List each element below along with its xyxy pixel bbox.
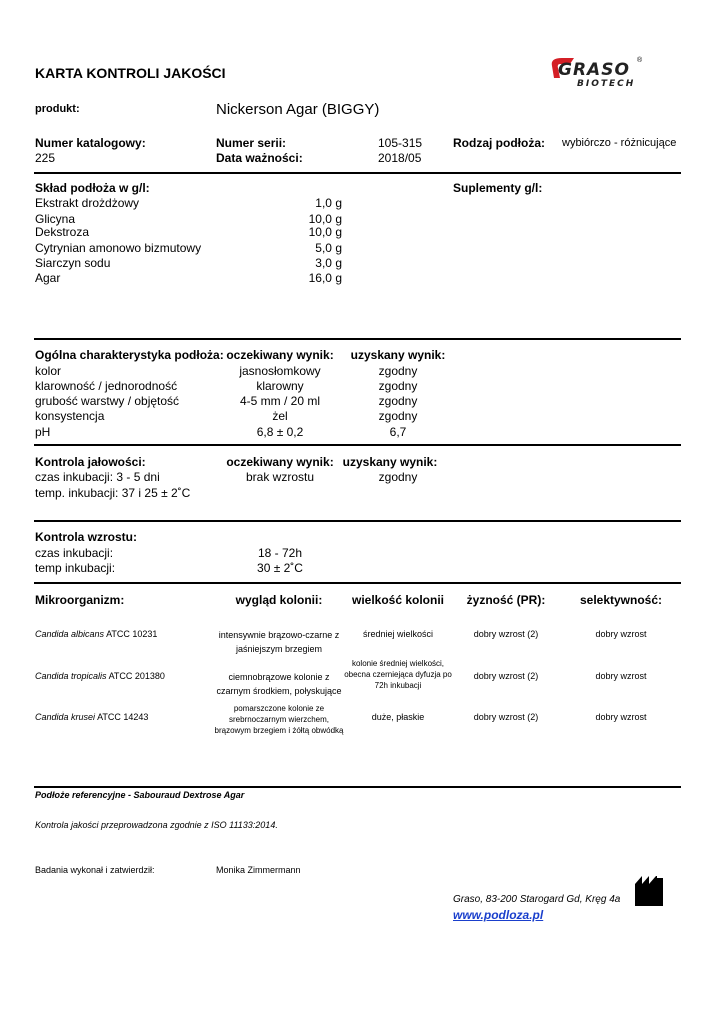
reference-medium: Podłoże referencyjne - Sabouraud Dextrose Agar bbox=[35, 790, 245, 800]
productivity-result: dobry wzrost (2) bbox=[473, 629, 539, 639]
divider bbox=[34, 444, 681, 446]
website-link[interactable]: www.podloza.pl bbox=[453, 908, 544, 922]
ingredient-amount: 10,0 g bbox=[308, 212, 342, 226]
expiry-date-label: Data ważności: bbox=[216, 151, 303, 165]
productivity-result: dobry wzrost (2) bbox=[473, 712, 539, 722]
divider bbox=[34, 520, 681, 522]
obtained-result-header: uzyskany wynik: bbox=[342, 455, 438, 469]
incubation-temp-label: temp inkubacji: bbox=[35, 561, 116, 575]
obtained-value: zgodny bbox=[378, 364, 418, 378]
selectivity-result: dobry wzrost bbox=[595, 671, 647, 681]
logo-subtitle: BIOTECH bbox=[577, 79, 636, 89]
obtained-value: zgodny bbox=[378, 409, 418, 423]
expected-result-header: oczekiwany wynik: bbox=[226, 348, 334, 362]
series-number-value: 105-315 bbox=[378, 136, 423, 150]
logo-brand: GRASO bbox=[558, 60, 630, 80]
strain-id: ATCC 201380 bbox=[108, 671, 165, 681]
growth-control-label: Kontrola wzrostu: bbox=[35, 530, 137, 544]
company-address: Graso, 83-200 Starogard Gd, Kręg 4a bbox=[453, 894, 621, 905]
ingredient-name: Ekstrakt drożdżowy bbox=[35, 196, 140, 210]
iso-compliance-note: Kontrola jakości przeprowadzona zgodnie z ISO 11133:2014. bbox=[35, 820, 278, 830]
product-name: Nickerson Agar (BIGGY) bbox=[216, 101, 380, 118]
catalog-number-label: Numer katalogowy: bbox=[35, 136, 146, 150]
table-row-organism bbox=[35, 671, 165, 681]
ingredient-amount: 5,0 g bbox=[315, 241, 342, 255]
performed-by-name: Monika Zimmermann bbox=[216, 865, 301, 875]
incubation-time-label: czas inkubacji: bbox=[35, 546, 114, 560]
ingredient-name: Siarczyn sodu bbox=[35, 256, 111, 270]
colony-size: średniej wielkości bbox=[362, 629, 434, 639]
parameter-name: konsystencja bbox=[35, 409, 105, 423]
strain-id: ATCC 10231 bbox=[106, 629, 158, 639]
species-name: Candida tropicalis bbox=[35, 671, 107, 681]
colony-appearance: pomarszczone kolonie ze srebrnoczarnym wierzchem, brązowym brzegiem i żółtą obwódką bbox=[214, 704, 344, 735]
divider bbox=[34, 582, 681, 584]
ingredient-amount: 3,0 g bbox=[315, 256, 342, 270]
catalog-number-value: 225 bbox=[35, 151, 56, 165]
expiry-date-value: 2018/05 bbox=[378, 151, 422, 165]
selectivity-result: dobry wzrost bbox=[595, 712, 647, 722]
selectivity-result: dobry wzrost bbox=[595, 629, 647, 639]
column-header-selectivity: selektywność: bbox=[579, 593, 663, 607]
colony-appearance: intensywnie brązowo-czarne z jaśniejszym brzegiem bbox=[218, 630, 340, 654]
obtained-value: 6,7 bbox=[389, 425, 407, 439]
incubation-temp-value: 30 ± 2˚C bbox=[257, 561, 303, 575]
series-number-label: Numer serii: bbox=[216, 136, 287, 150]
medium-type-label: Rodzaj podłoża: bbox=[453, 136, 545, 150]
expected-result-header: oczekiwany wynik: bbox=[226, 455, 334, 469]
species-name: Candida krusei bbox=[35, 712, 96, 722]
colony-appearance: ciemnobrązowe kolonie z czarnym środkiem, połyskujące bbox=[216, 672, 342, 696]
divider bbox=[34, 338, 681, 340]
product-label: produkt: bbox=[35, 103, 80, 115]
sterility-control-label: Kontrola jałowości: bbox=[35, 455, 146, 469]
colony-size: kolonie średniej wielkości, obecna czerniejąca dyfuzja po 72h inkubacji bbox=[344, 659, 452, 690]
productivity-result: dobry wzrost (2) bbox=[473, 671, 539, 681]
manufacturer-icon bbox=[635, 876, 663, 906]
divider bbox=[34, 172, 681, 174]
logo-registered-mark: ® bbox=[637, 57, 643, 64]
table-row-organism bbox=[35, 629, 157, 639]
parameter-name: kolor bbox=[35, 364, 62, 378]
general-characteristics-label: Ogólna charakterystyka podłoża: bbox=[35, 348, 224, 362]
incubation-temperature: temp. inkubacji: 37 i 25 ± 2˚C bbox=[35, 486, 191, 500]
column-header-appearance: wygląd kolonii: bbox=[235, 593, 323, 607]
ingredient-amount: 1,0 g bbox=[315, 196, 342, 210]
expected-value: brak wzrostu bbox=[245, 470, 315, 484]
parameter-name: pH bbox=[35, 425, 51, 439]
incubation-time-value: 18 - 72h bbox=[257, 546, 303, 560]
ingredient-name: Cytrynian amonowo bizmutowy bbox=[35, 241, 202, 255]
species-name: Candida albicans bbox=[35, 629, 105, 639]
expected-value: klarowny bbox=[256, 379, 304, 393]
table-row-organism bbox=[35, 712, 148, 722]
column-header-organism: Mikroorganizm: bbox=[35, 593, 125, 607]
parameter-name: klarowność / jednorodność bbox=[35, 379, 178, 393]
expected-value: 6,8 ± 0,2 bbox=[256, 425, 304, 439]
performed-by-label: Badania wykonał i zatwierdził: bbox=[35, 865, 155, 875]
colony-size: duże, płaskie bbox=[371, 712, 425, 722]
column-header-productivity: żyzność (PR): bbox=[466, 593, 546, 607]
column-header-size: wielkość kolonii bbox=[351, 593, 445, 607]
strain-id: ATCC 14243 bbox=[97, 712, 149, 722]
ingredient-name: Agar bbox=[35, 271, 61, 285]
obtained-value: zgodny bbox=[378, 379, 418, 393]
expected-value: żel bbox=[272, 409, 288, 423]
supplements-label: Suplementy g/l: bbox=[453, 181, 543, 195]
ingredient-amount: 16,0 g bbox=[308, 271, 342, 285]
composition-label: Skład podłoża w g/l: bbox=[35, 181, 150, 195]
obtained-value: zgodny bbox=[378, 394, 418, 408]
medium-type-value: wybiórczo - różnicujące bbox=[562, 137, 677, 149]
ingredient-name: Dekstroza bbox=[35, 225, 90, 239]
obtained-result-header: uzyskany wynik: bbox=[350, 348, 446, 362]
divider bbox=[34, 786, 681, 788]
expected-value: jasnosłomkowy bbox=[239, 364, 321, 378]
ingredient-amount: 10,0 g bbox=[308, 225, 342, 239]
obtained-value: zgodny bbox=[378, 470, 418, 484]
page-title: KARTA KONTROLI JAKOŚCI bbox=[35, 65, 226, 81]
ingredient-name: Glicyna bbox=[35, 212, 76, 226]
expected-value: 4-5 mm / 20 ml bbox=[239, 394, 320, 408]
parameter-name: grubość warstwy / objętość bbox=[35, 394, 180, 408]
incubation-time: czas inkubacji: 3 - 5 dni bbox=[35, 470, 160, 484]
